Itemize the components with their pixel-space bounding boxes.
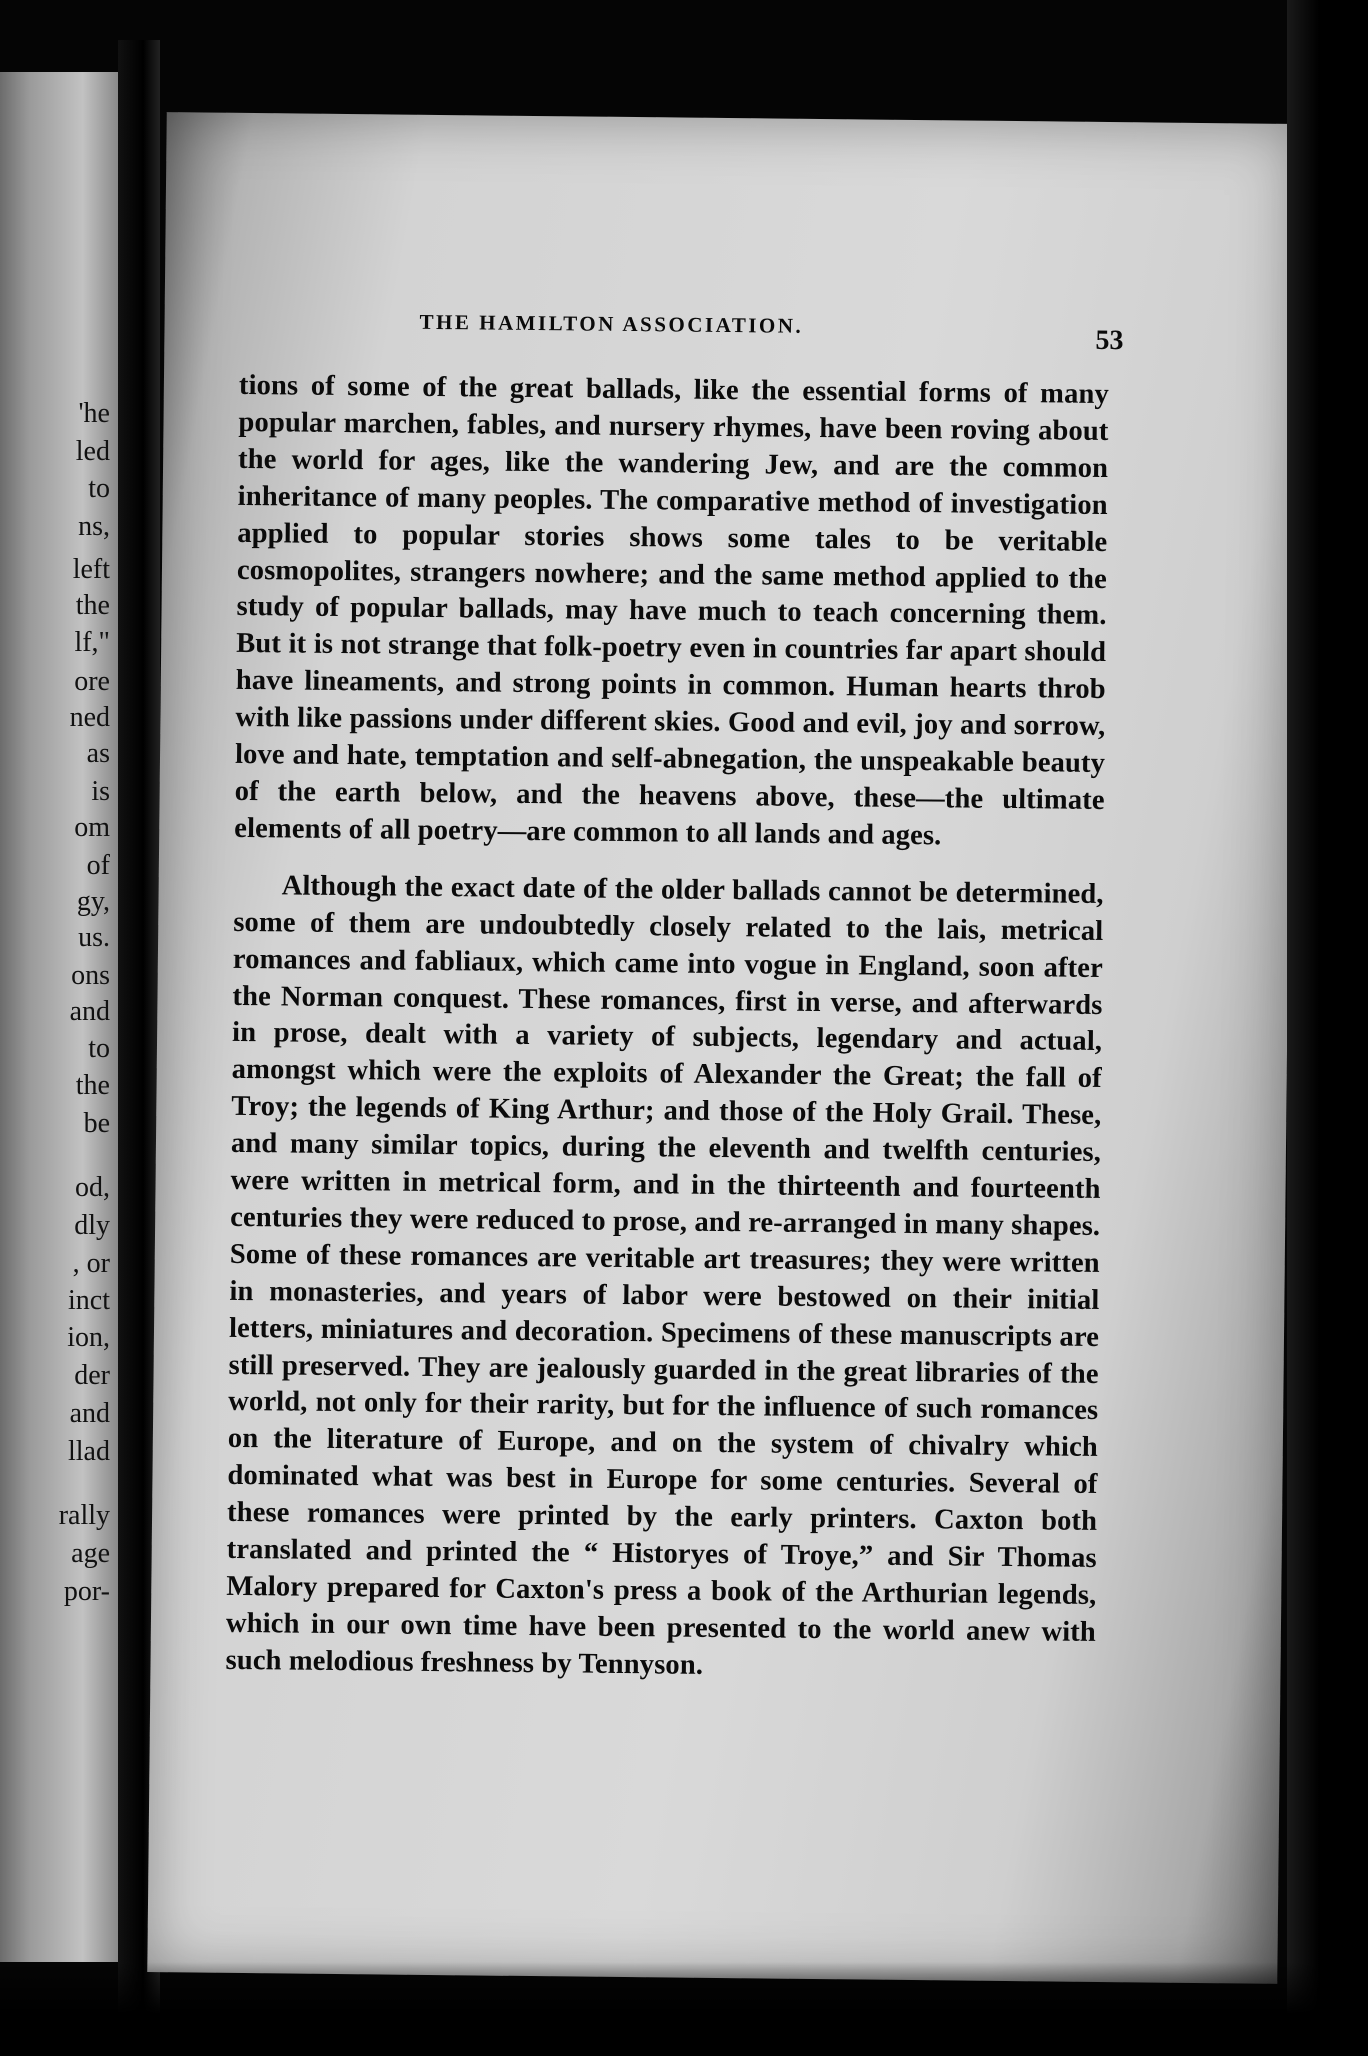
left-page-fragment: be: [83, 1108, 110, 1139]
left-page-fragment: led: [75, 436, 110, 467]
left-page-fragment: ned: [69, 702, 110, 733]
left-page-fragment: dly: [74, 1210, 110, 1241]
left-page-fragment: ion,: [67, 1322, 110, 1353]
left-page-fragment: to: [88, 1033, 110, 1064]
left-page-fragment: ons: [71, 960, 110, 991]
left-page-fragment: lf,": [74, 627, 110, 658]
page-text-block: [225, 308, 1124, 1689]
left-page-fragment: llad: [68, 1436, 110, 1467]
left-page-fragment: and: [69, 996, 110, 1027]
left-page-fragment: as: [86, 738, 110, 769]
left-page-fragment: is: [91, 776, 110, 807]
book-page: [147, 112, 1296, 1984]
left-page-fragment: left: [72, 554, 110, 585]
paragraph: tions of some of the great ballads, like the essential forms of many popular marchen, fables, and nursery rhymes, have been roving about the world for ages, like the wandering Jew, and are the common inheritance of many peoples. The comparative method of investigation applied to popular stories shows some tales to be veritable cosmopolites, strangers nowhere; and the same method applied to the study of popular ballads, may have much to teach concerning them. But it is not strange that folk-poetry even in countries far apart should have lineaments, and strong points in common. Human hearts throb with like passions under different skies. Good and evil, joy and sorrow, love and hate, temptation and self-abnegation, the unspeakable beauty of the earth below, and the heavens above, these—the ultimate elements of all poetry—are common to all lands and ages.: [234, 369, 1110, 852]
left-page-fragment: om: [74, 812, 110, 843]
left-page-fragment: por-: [63, 1576, 110, 1607]
left-page-fragment: ore: [74, 666, 110, 697]
left-facing-page: [0, 72, 118, 1962]
left-page-fragment: the: [75, 590, 110, 621]
left-page-fragment: inct: [68, 1285, 110, 1316]
left-page-fragment: the: [75, 1070, 110, 1101]
left-page-fragment: to: [88, 473, 110, 504]
running-head: [239, 308, 1124, 377]
left-page-fragment: od,: [75, 1172, 110, 1203]
bottom-edge-shadow: [0, 1962, 1368, 2056]
page-number: 53: [1095, 324, 1124, 357]
left-page-fragment: ns,: [78, 511, 110, 542]
left-page-fragment: der: [74, 1360, 110, 1391]
left-page-fragment: of: [86, 850, 110, 881]
right-edge-shadow: [1287, 0, 1368, 2056]
left-page-fragment: and: [69, 1398, 110, 1429]
left-page-fragment: 'he: [78, 398, 110, 429]
left-page-fragment: us.: [78, 922, 110, 953]
left-page-fragment: rally: [58, 1500, 110, 1531]
left-page-fragment: , or: [72, 1248, 110, 1279]
running-head-title: THE HAMILTON ASSOCIATION.: [419, 309, 804, 338]
paragraph: Although the exact date of the older ballads cannot be determined, some of them are undoubtedly closely related to the lais, metrical romances and fabliaux, which came into vogue in England, soon after the Norman conquest. These romances, first in verse, and afterwards in prose, dealt with a variety of subjects, legendary and actual, amongst which were the exploits of Alexander the Great; the fall of Troy; the legends of King Arthur; and those of the Holy Grail. These, and many similar topics, during the eleventh and twelfth centuries, were written in metrical form, and in the thirteenth and fourteenth centuries they were reduced to prose, and re-arranged in many shapes. Some of these romances are veritable art treasures; they were written in monasteries, and years of labor were bestowed on their initial letters, miniatures and decoration. Specimens of these manuscripts are still preserved. They are jealously guarded in the great libraries of the world, not only for their rarity, but for the influence of such romances on the literature of Europe, and on the system of chivalry which dominated what was best in Europe for some centuries. Several of these romances were printed by the early printers. Caxton both translated and printed the “ Historyes of Troye,” and Sir Thomas Malory prepared for Caxton's press a book of the Arthurian legends, which in our own time have been presented to the world anew with such melodious freshness by Tennyson.: [225, 870, 1104, 1681]
left-page-fragment: age: [71, 1538, 110, 1569]
left-page-fragment: gy,: [76, 886, 110, 917]
